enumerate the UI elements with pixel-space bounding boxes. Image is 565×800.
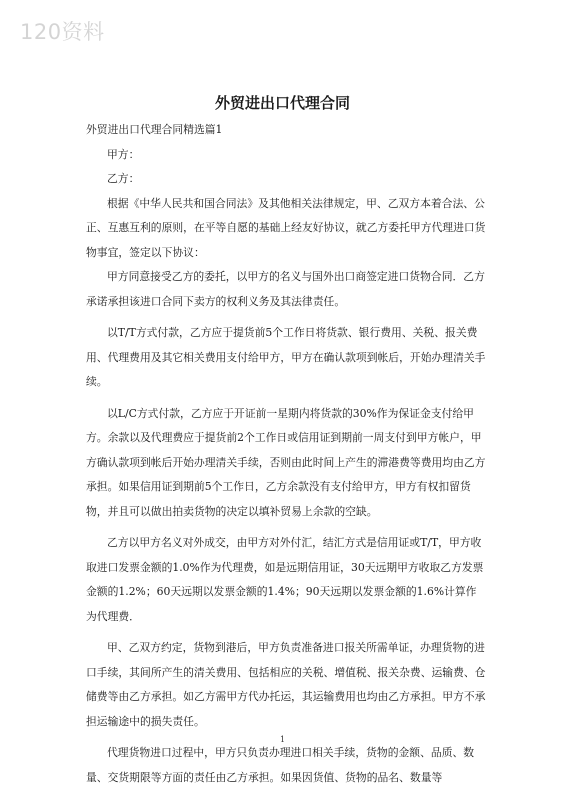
paragraph-tt-payment: 以T/T方式付款，乙方应于提货前5个工作日将货款、银行费用、关税、报关费用、代理费用及其它相关费用支付给甲方，甲方在确认款项到帐后，开始办理清关手续。 xyxy=(86,326,486,388)
document-title: 外贸进出口代理合同 xyxy=(214,94,350,112)
paragraph-preamble: 根据《中华人民共和国合同法》及其他相关法律规定，甲、乙双方本着合法、公正、互惠互利的原则，在平等自愿的基础上经友好协议，就乙方委托甲方代理进口货物事宜，签定以下协议： xyxy=(86,196,486,259)
document-subtitle: 外贸进出口代理合同精选篇1 xyxy=(86,123,223,136)
party-a-line: 甲方： xyxy=(107,147,140,161)
party-b-line: 乙方： xyxy=(107,172,140,185)
paragraph-agency-fee: 乙方以甲方名义对外成交，由甲方对外付汇，结汇方式是信用证或T/T，甲方收取进口发票金额的1.0%作为代理费，如是远期信用证，30天远期甲方收取乙方发票金额的1.2%；60天远期以发票金额的1.4%；90天远期以发票金额的1.6%计算作为代理费． xyxy=(86,536,484,623)
paragraph-responsibility: 代理货物进口过程中，甲方只负责办理进口相关手续，货物的金额、品质、数量、交货期限等方面的责任由乙方承担。如果因货值、货物的品名、数量等 xyxy=(86,746,475,784)
document-body xyxy=(86,118,486,790)
paragraph-lc-payment: 以L/C方式付款，乙方应于开证前一星期内将货款的30%作为保证金支付给甲方。余款以及代理费应于提货前2个工作日或信用证到期前一周支付到甲方帐户，甲方确认款项到帐后开始办理清关手续，否则由此时间上产生的滞港费等费用均由乙方承担。如果信用证到期前5个工作日，乙方余款没有支付给甲方，甲方有权扣留货物，并且可以做出拍卖货物的决定以填补贸易上余款的空缺。 xyxy=(86,406,486,518)
paragraph-customs-clearance: 甲、乙双方约定，货物到港后，甲方负责准备进口报关所需单证，办理货物的进口手续，其间所产生的清关费用、包括相应的关税、增值税、报关杂费、运输费、仓储费等由乙方承担。如乙方需甲方代办托运，其运输费用也均由乙方承担。甲方不承担运输途中的损失责任。 xyxy=(86,641,486,728)
paragraph-entrustment: 甲方同意接受乙方的委托，以甲方的名义与国外出口商签定进口货物合同．乙方承诺承担该进口合同下卖方的权利义务及其法律责任。 xyxy=(86,270,485,308)
page-number: 1 xyxy=(279,735,286,744)
watermark-logo: 120资料 xyxy=(20,20,105,44)
